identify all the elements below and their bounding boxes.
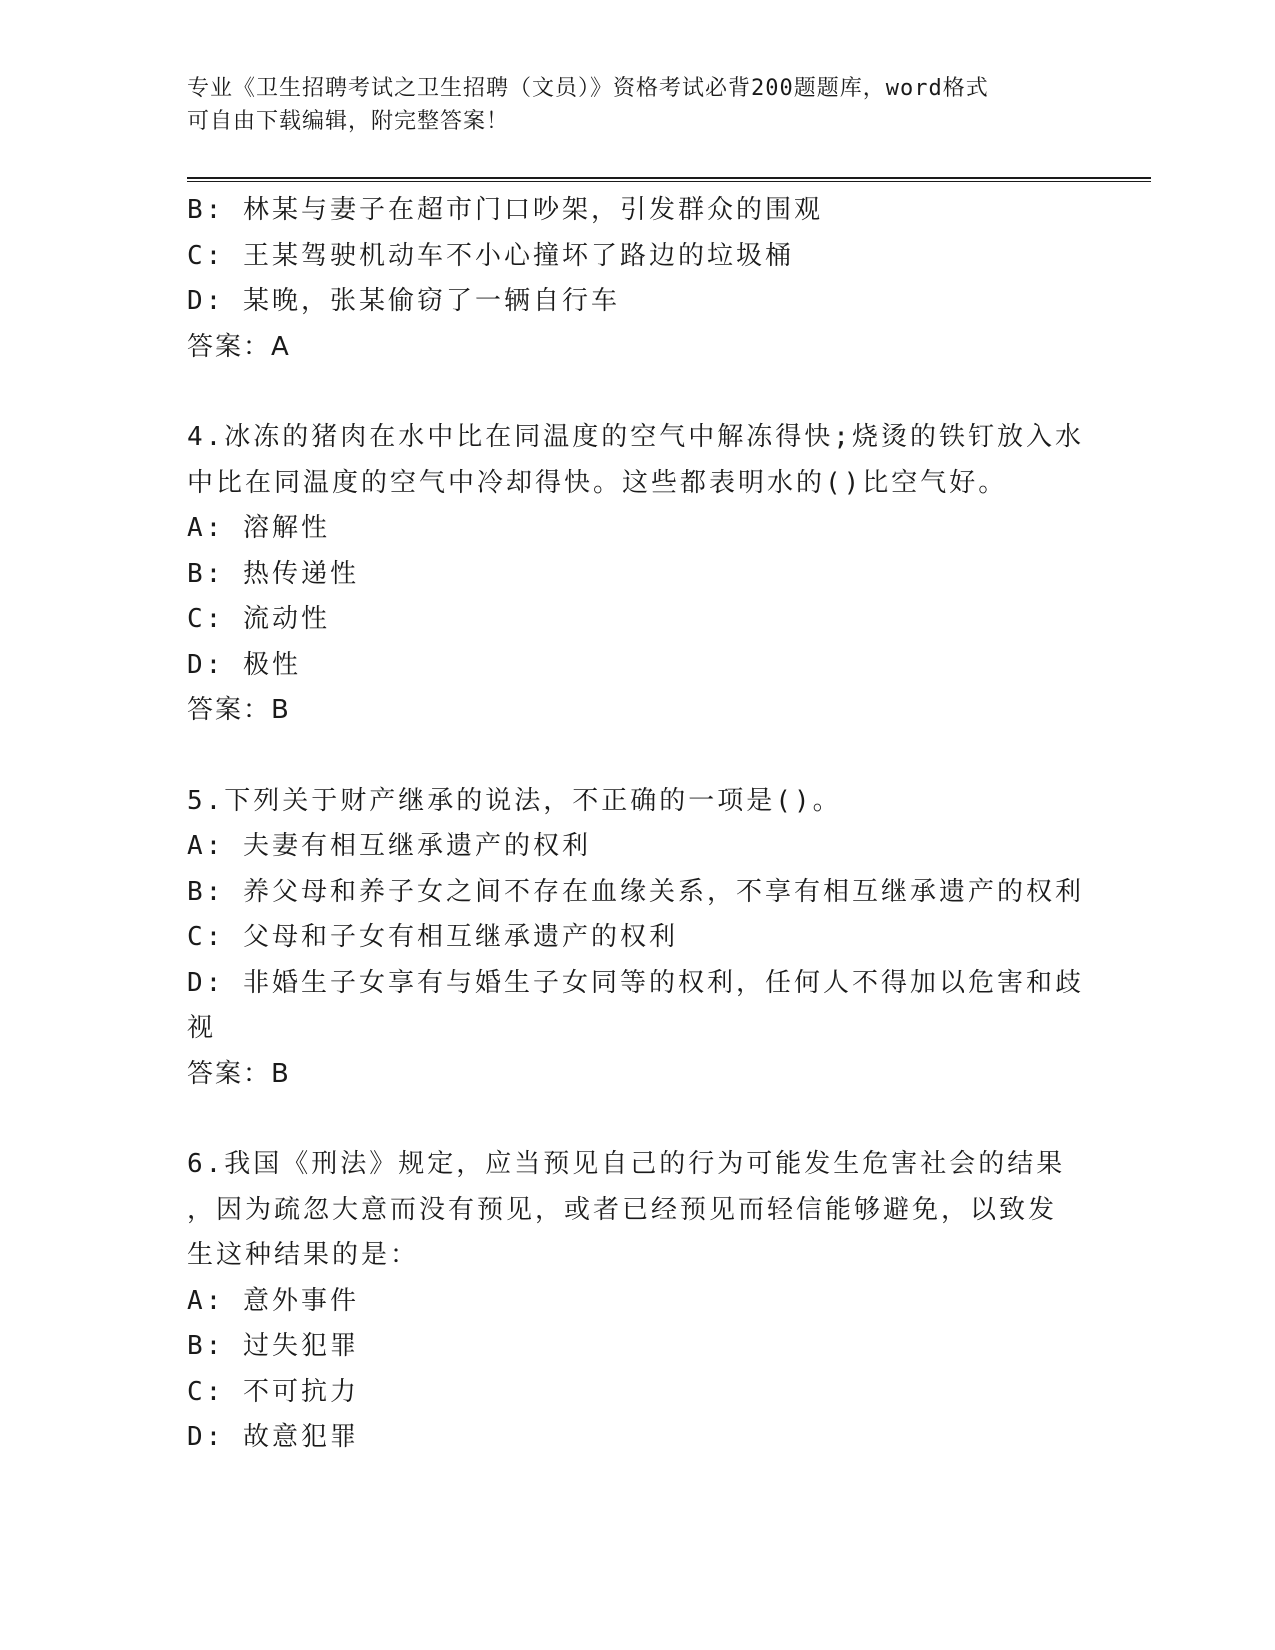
option-d: D: 极性 xyxy=(187,649,301,680)
option-b: B: 过失犯罪 xyxy=(187,1331,359,1361)
option-a: A: 溶解性 xyxy=(187,513,330,543)
option-b: B: 热传递性 xyxy=(187,558,359,589)
question-stem: 4.冰冻的猪肉在水中比在同温度的空气中解冻得快;烧烫的铁钉放入水 xyxy=(187,422,1084,452)
header-divider xyxy=(187,177,1151,182)
option-c: C: 不可抗力 xyxy=(187,1376,359,1407)
header-line-2: 可自由下载编辑，附完整答案！ xyxy=(187,109,510,134)
option-d: D: 某晚，张某偷窃了一辆自行车 xyxy=(187,286,620,316)
answer: 答案：B xyxy=(187,695,291,725)
document-header xyxy=(187,72,1067,138)
question-6 xyxy=(187,1142,1087,1461)
option-d-continued: 视 xyxy=(187,1013,217,1043)
option-a: A: 意外事件 xyxy=(187,1285,359,1316)
option-d: D: 故意犯罪 xyxy=(187,1422,359,1452)
option-a: A: 夫妻有相互继承遗产的权利 xyxy=(187,831,591,861)
answer: 答案：B xyxy=(187,1058,291,1089)
question-stem: 生这种结果的是： xyxy=(187,1240,420,1270)
question-5 xyxy=(187,779,1087,1098)
option-c: C: 流动性 xyxy=(187,604,330,634)
option-b: B: 林某与妻子在超市门口吵架，引发群众的围观 xyxy=(187,195,823,225)
question-4 xyxy=(187,415,1087,734)
option-b: B: 养父母和养子女之间不存在血缘关系，不享有相互继承遗产的权利 xyxy=(187,876,1084,907)
header-line-1: 专业《卫生招聘考试之卫生招聘（文员）》资格考试必背200题题库，word格式 xyxy=(187,76,989,101)
option-d: D: 非婚生子女享有与婚生子女同等的权利，任何人不得加以危害和歧 xyxy=(187,967,1084,998)
option-c: C: 王某驾驶机动车不小心撞坏了路边的垃圾桶 xyxy=(187,240,794,271)
question-list xyxy=(187,188,1087,1461)
answer: 答案：A xyxy=(187,331,291,362)
question-stem: 5.下列关于财产继承的说法，不正确的一项是()。 xyxy=(187,785,842,816)
question-stem: 6.我国《刑法》规定，应当预见自己的行为可能发生危害社会的结果 xyxy=(187,1149,1066,1179)
option-c: C: 父母和子女有相互继承遗产的权利 xyxy=(187,922,678,952)
question-3 xyxy=(187,188,1087,370)
question-stem: ，因为疏忽大意而没有预见，或者已经预见而轻信能够避免，以致发 xyxy=(187,1194,1058,1225)
question-stem: 中比在同温度的空气中冷却得快。这些都表明水的()比空气好。 xyxy=(187,467,1008,498)
